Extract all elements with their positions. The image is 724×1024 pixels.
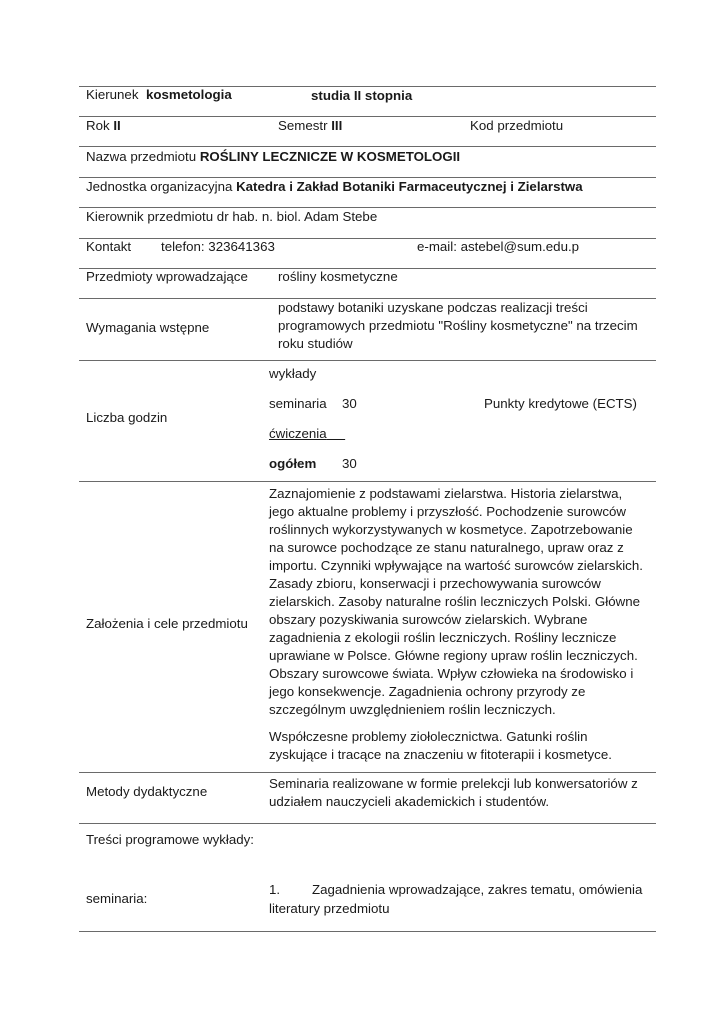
semestr-label: Semestr [278, 118, 328, 133]
row-divider [79, 177, 656, 178]
wprowadzajace-value: rośliny kosmetyczne [278, 269, 398, 284]
nazwa-field [86, 149, 460, 165]
row-divider [79, 931, 656, 932]
zalozenia-line: jego aktualne problemy i przyszłość. Pochodzenie surowców [269, 504, 626, 519]
zalozenia-label: Założenia i cele przedmiotu [86, 616, 248, 631]
kierownik-text: Kierownik przedmiotu dr hab. n. biol. Adam Stebe [86, 209, 378, 224]
kontakt-telefon: telefon: 323641363 [161, 239, 275, 254]
ogolem-value: 30 [342, 456, 357, 471]
rok-field [86, 118, 121, 134]
semestr-field [278, 118, 342, 134]
seminaria-hours-value: 30 [342, 396, 357, 411]
seminaria-section-label: seminaria: [86, 891, 148, 906]
zalozenia-line: Obszary surowcowe świata. Wpływ człowieka na środowisko i [269, 666, 634, 681]
jednostka-label: Jednostka organizacyjna [86, 179, 233, 194]
seminaria-hours-label: seminaria [269, 396, 327, 411]
zalozenia-line: na surowce pochodzące ze stanu naturalnego, upraw oraz z [269, 540, 624, 555]
zalozenia-line: zyskujące i tracące na znaczeniu w fitoterapii i kosmetyce. [269, 747, 612, 762]
row-divider [79, 481, 656, 482]
zalozenia-line: Zaznajomienie z podstawami zielarstwa. Historia zielarstwa, [269, 486, 623, 501]
ogolem-label: ogółem [269, 456, 317, 471]
zalozenia-line: importu. Czynniki wpływające na wartość surowców zielarskich. [269, 558, 643, 573]
wprowadzajace-label: Przedmioty wprowadzające [86, 269, 248, 284]
godziny-label: Liczba godzin [86, 410, 168, 425]
seminaria-item-line: Zagadnienia wprowadzające, zakres tematu, omówienia [312, 882, 643, 897]
metody-line: udziałem nauczycieli akademickich i studentów. [269, 794, 550, 809]
zalozenia-line: roślinnych wykorzystywanych w kosmetyce. Zapotrzebowanie [269, 522, 633, 537]
studia-level: studia II stopnia [311, 88, 413, 103]
row-divider [79, 823, 656, 824]
zalozenia-line: obszary pozyskiwania surowców zielarskich. Wybrane [269, 612, 588, 627]
cwiczenia-label [269, 426, 345, 442]
seminaria-item-number: 1. [269, 882, 281, 897]
wymagania-line: podstawy botaniki uzyskane podczas realizacji treści [278, 300, 588, 315]
jednostka-value: Katedra i Zakład Botaniki Farmaceutycznej i Zielarstwa [236, 179, 583, 194]
row-divider [79, 360, 656, 361]
wyklady-label: wykłady [269, 366, 317, 381]
wymagania-label: Wymagania wstępne [86, 320, 210, 335]
rok-value: II [113, 118, 121, 133]
zalozenia-line: szczególnym uwzględnieniem roślin leczniczych. [269, 702, 556, 717]
metody-paragraph [269, 775, 659, 811]
nazwa-value: ROŚLINY LECZNICZE W KOSMETOLOGII [199, 149, 461, 164]
zalozenia-line: Współczesne problemy ziołolecznictwa. Gatunki roślin [269, 729, 588, 744]
zalozenia-paragraph [269, 485, 659, 719]
wymagania-line: roku studiów [278, 336, 353, 351]
zalozenia-paragraph-2 [269, 728, 659, 764]
zalozenia-line: zielarskich. Zasoby naturalne roślin leczniczych Polski. Główne [269, 594, 640, 609]
row-divider [79, 146, 656, 147]
rok-label: Rok [86, 118, 110, 133]
kod-label: Kod przedmiotu [470, 118, 564, 133]
nazwa-label: Nazwa przedmiotu [86, 149, 197, 164]
jednostka-field [86, 179, 583, 195]
row-divider [79, 116, 656, 117]
row-divider [79, 207, 656, 208]
zalozenia-line: uprawiane w Polsce. Główne regiony upraw roślin leczniczych. [269, 648, 638, 663]
wymagania-line: programowych przedmiotu "Rośliny kosmetyczne" na trzecim [278, 318, 638, 333]
metody-label: Metody dydaktyczne [86, 784, 208, 799]
kontakt-email: e-mail: astebel@sum.edu.p [417, 239, 580, 254]
row-divider [79, 298, 656, 299]
tresci-label: Treści programowe wykłady: [86, 832, 254, 847]
zalozenia-line: Zasady zbioru, konserwacji i przechowywania surowców [269, 576, 601, 591]
row-divider [79, 772, 656, 773]
ects-label: Punkty kredytowe (ECTS) [484, 396, 637, 411]
kierunek-label: Kierunek [86, 87, 139, 102]
kontakt-label: Kontakt [86, 239, 132, 254]
zalozenia-line: jego konsekwencje. Zagadnienia ochrony przyrody ze [269, 684, 586, 699]
zalozenia-line: zagadnienia z ekologii roślin leczniczych. Rośliny lecznicze [269, 630, 617, 645]
cwiczenia-text: ćwiczenia [269, 426, 327, 441]
metody-line: Seminaria realizowane w formie prelekcji lub konwersatoriów z [269, 776, 638, 791]
kierunek-value: kosmetologia [146, 87, 232, 102]
semestr-value: III [331, 118, 343, 133]
seminaria-item-line: literatury przedmiotu [269, 901, 390, 916]
